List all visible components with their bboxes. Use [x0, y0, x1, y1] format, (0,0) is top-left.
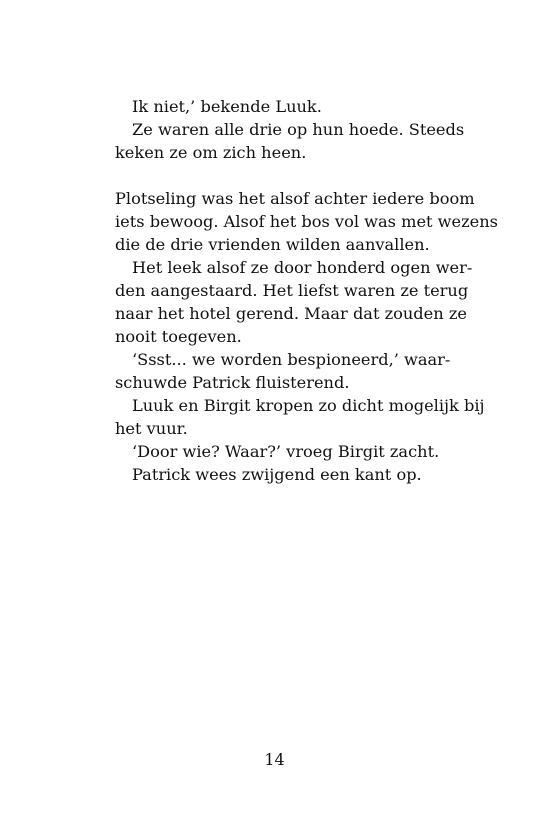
text-line: Ik niet,’ bekende Luuk. — [132, 97, 322, 116]
text-line: Patrick wees zwijgend een kant op. — [132, 465, 422, 484]
paragraph — [115, 440, 448, 463]
text-line: Plotseling was het alsof achter iedere boom — [115, 189, 475, 208]
text-line: Luuk en Birgit kropen zo dicht mogelijk bij — [132, 396, 485, 415]
text-line: ‘Ssst... we worden bespioneerd,’ waar- — [132, 350, 451, 369]
text-line: Het leek alsof ze door honderd ogen wer- — [132, 258, 473, 277]
text-line: keken ze om zich heen. — [115, 143, 307, 162]
text-line: iets bewoog. Alsof het bos vol was met wezens — [115, 212, 498, 231]
text-line: die de drie vrienden wilden aanvallen. — [115, 235, 430, 254]
text-line: Ze waren alle drie op hun hoede. Steeds — [132, 120, 465, 139]
paragraph — [115, 463, 448, 486]
paragraph — [115, 95, 448, 118]
text-line: het vuur. — [115, 419, 188, 438]
page-number: 14 — [264, 750, 285, 769]
text-line: ‘Door wie? Waar?’ vroeg Birgit zacht. — [132, 442, 440, 461]
section-break — [115, 164, 448, 187]
body-text — [115, 95, 498, 486]
paragraph — [115, 118, 465, 164]
text-line: schuwde Patrick fluisterend. — [115, 373, 350, 392]
paragraph — [115, 256, 473, 348]
text-line: naar het hotel gerend. Maar dat zouden ze — [115, 304, 467, 323]
paragraph — [115, 187, 498, 256]
text-line: den aangestaard. Het liefst waren ze terug — [115, 281, 469, 300]
paragraph — [115, 394, 485, 440]
text-line: nooit toegeven. — [115, 327, 242, 346]
paragraph — [115, 348, 451, 394]
